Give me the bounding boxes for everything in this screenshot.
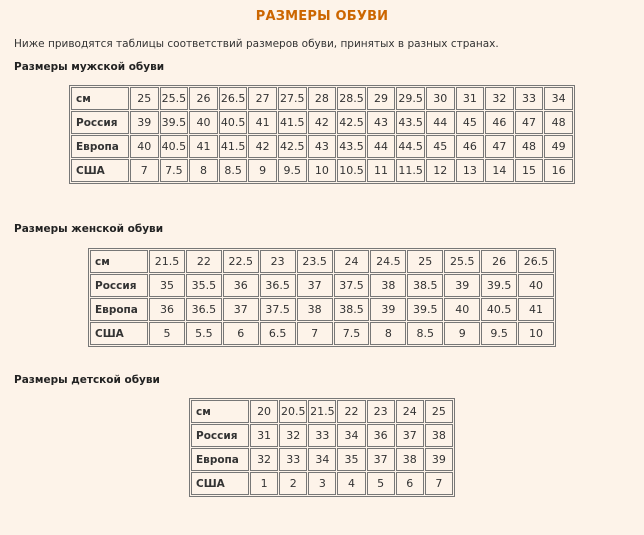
size-cell: 7 <box>425 472 453 495</box>
size-cell: 9.5 <box>278 159 307 182</box>
size-cell: 38 <box>425 424 453 447</box>
row-label: США <box>191 472 249 495</box>
size-cell: 13 <box>456 159 485 182</box>
size-cell: 30 <box>426 87 455 110</box>
intro-text: Ниже приводятся таблицы соответствий размеров обуви, принятых в разных странах. <box>14 38 499 50</box>
size-cell: 9.5 <box>481 322 517 345</box>
size-cell: 40 <box>130 135 159 158</box>
table-row <box>191 472 453 495</box>
size-cell: 10 <box>518 322 554 345</box>
table-row <box>191 424 453 447</box>
size-cell: 5 <box>367 472 395 495</box>
size-cell: 22.5 <box>223 250 259 273</box>
size-cell: 40.5 <box>219 111 248 134</box>
size-cell: 46 <box>485 111 514 134</box>
size-cell: 32 <box>485 87 514 110</box>
size-cell: 5 <box>149 322 185 345</box>
size-cell: 36.5 <box>260 274 296 297</box>
women-sizes-table <box>88 248 556 347</box>
size-cell: 39 <box>130 111 159 134</box>
size-cell: 10.5 <box>337 159 366 182</box>
size-cell: 40.5 <box>160 135 189 158</box>
size-cell: 25 <box>425 400 453 423</box>
size-cell: 35.5 <box>186 274 222 297</box>
size-cell: 8 <box>370 322 406 345</box>
size-cell: 4 <box>337 472 365 495</box>
size-cell: 45 <box>426 135 455 158</box>
row-label: США <box>90 322 148 345</box>
size-cell: 41.5 <box>219 135 248 158</box>
size-cell: 22 <box>337 400 365 423</box>
size-cell: 34 <box>337 424 365 447</box>
size-cell: 37 <box>396 424 424 447</box>
women-sizes-heading: Размеры женской обуви <box>14 223 164 235</box>
size-cell: 27.5 <box>278 87 307 110</box>
row-label: Европа <box>71 135 129 158</box>
size-cell: 41.5 <box>278 111 307 134</box>
size-cell: 44 <box>426 111 455 134</box>
table-row <box>191 400 453 423</box>
size-cell: 33 <box>515 87 544 110</box>
size-cell: 12 <box>426 159 455 182</box>
table-row <box>71 87 573 110</box>
size-cell: 40 <box>518 274 554 297</box>
size-cell: 42 <box>248 135 277 158</box>
size-cell: 29.5 <box>396 87 425 110</box>
size-cell: 39.5 <box>481 274 517 297</box>
size-cell: 41 <box>189 135 218 158</box>
size-cell: 23 <box>367 400 395 423</box>
size-cell: 11 <box>367 159 396 182</box>
size-cell: 38 <box>370 274 406 297</box>
size-cell: 45 <box>456 111 485 134</box>
size-cell: 40 <box>189 111 218 134</box>
size-cell: 41 <box>518 298 554 321</box>
table-row <box>71 159 573 182</box>
size-cell: 21.5 <box>308 400 336 423</box>
size-cell: 40 <box>444 298 480 321</box>
size-cell: 25 <box>130 87 159 110</box>
row-label: Россия <box>71 111 129 134</box>
size-cell: 11.5 <box>396 159 425 182</box>
size-cell: 33 <box>279 448 307 471</box>
size-cell: 47 <box>485 135 514 158</box>
size-cell: 42.5 <box>337 111 366 134</box>
size-cell: 38.5 <box>407 274 443 297</box>
size-cell: 37 <box>223 298 259 321</box>
size-cell: 26 <box>481 250 517 273</box>
size-cell: 32 <box>279 424 307 447</box>
size-cell: 7.5 <box>334 322 370 345</box>
size-cell: 9 <box>248 159 277 182</box>
size-cell: 7 <box>297 322 333 345</box>
row-label: США <box>71 159 129 182</box>
size-cell: 46 <box>456 135 485 158</box>
size-cell: 10 <box>308 159 337 182</box>
row-label: Европа <box>90 298 148 321</box>
size-cell: 22 <box>186 250 222 273</box>
table-row <box>191 448 453 471</box>
size-cell: 39 <box>370 298 406 321</box>
row-label: Россия <box>90 274 148 297</box>
row-label: Европа <box>191 448 249 471</box>
size-cell: 8.5 <box>407 322 443 345</box>
size-cell: 34 <box>308 448 336 471</box>
size-cell: 31 <box>250 424 278 447</box>
size-cell: 3 <box>308 472 336 495</box>
size-cell: 24 <box>396 400 424 423</box>
size-cell: 43.5 <box>396 111 425 134</box>
table-row <box>90 274 554 297</box>
size-cell: 37 <box>297 274 333 297</box>
size-cell: 5.5 <box>186 322 222 345</box>
size-cell: 16 <box>544 159 573 182</box>
size-cell: 49 <box>544 135 573 158</box>
size-cell: 7.5 <box>160 159 189 182</box>
size-cell: 27 <box>248 87 277 110</box>
size-cell: 39.5 <box>407 298 443 321</box>
size-cell: 38 <box>297 298 333 321</box>
size-cell: 24 <box>334 250 370 273</box>
size-cell: 29 <box>367 87 396 110</box>
size-cell: 43.5 <box>337 135 366 158</box>
size-cell: 43 <box>367 111 396 134</box>
size-cell: 20.5 <box>279 400 307 423</box>
size-cell: 20 <box>250 400 278 423</box>
table-row <box>71 111 573 134</box>
size-cell: 26.5 <box>518 250 554 273</box>
size-cell: 48 <box>544 111 573 134</box>
size-cell: 6.5 <box>260 322 296 345</box>
size-cell: 24.5 <box>370 250 406 273</box>
size-cell: 25.5 <box>160 87 189 110</box>
size-cell: 39.5 <box>160 111 189 134</box>
size-cell: 36 <box>367 424 395 447</box>
size-cell: 40.5 <box>481 298 517 321</box>
size-cell: 47 <box>515 111 544 134</box>
size-cell: 26.5 <box>219 87 248 110</box>
size-cell: 35 <box>149 274 185 297</box>
table-row <box>90 322 554 345</box>
size-cell: 41 <box>248 111 277 134</box>
size-cell: 37.5 <box>260 298 296 321</box>
table-row <box>90 298 554 321</box>
size-cell: 14 <box>485 159 514 182</box>
size-cell: 7 <box>130 159 159 182</box>
table-row <box>90 250 554 273</box>
size-cell: 44 <box>367 135 396 158</box>
size-cell: 6 <box>223 322 259 345</box>
size-cell: 33 <box>308 424 336 447</box>
size-cell: 34 <box>544 87 573 110</box>
size-cell: 26 <box>189 87 218 110</box>
size-cell: 43 <box>308 135 337 158</box>
size-cell: 1 <box>250 472 278 495</box>
size-cell: 31 <box>456 87 485 110</box>
kids-sizes-table <box>189 398 455 497</box>
size-cell: 42.5 <box>278 135 307 158</box>
size-cell: 48 <box>515 135 544 158</box>
page-title: РАЗМЕРЫ ОБУВИ <box>255 9 389 24</box>
size-cell: 6 <box>396 472 424 495</box>
size-cell: 8.5 <box>219 159 248 182</box>
size-cell: 21.5 <box>149 250 185 273</box>
size-cell: 8 <box>189 159 218 182</box>
table-row <box>71 135 573 158</box>
size-cell: 2 <box>279 472 307 495</box>
size-cell: 23 <box>260 250 296 273</box>
size-cell: 28 <box>308 87 337 110</box>
row-label: см <box>90 250 148 273</box>
size-cell: 25 <box>407 250 443 273</box>
size-cell: 39 <box>425 448 453 471</box>
size-cell: 23.5 <box>297 250 333 273</box>
size-cell: 38.5 <box>334 298 370 321</box>
size-cell: 32 <box>250 448 278 471</box>
row-label: см <box>191 400 249 423</box>
kids-sizes-heading: Размеры детской обуви <box>14 374 160 386</box>
size-cell: 37.5 <box>334 274 370 297</box>
size-cell: 36.5 <box>186 298 222 321</box>
size-cell: 42 <box>308 111 337 134</box>
size-cell: 37 <box>367 448 395 471</box>
size-cell: 36 <box>149 298 185 321</box>
size-cell: 15 <box>515 159 544 182</box>
size-cell: 36 <box>223 274 259 297</box>
size-cell: 35 <box>337 448 365 471</box>
size-cell: 39 <box>444 274 480 297</box>
size-cell: 25.5 <box>444 250 480 273</box>
row-label: Россия <box>191 424 249 447</box>
row-label: см <box>71 87 129 110</box>
size-cell: 9 <box>444 322 480 345</box>
size-cell: 28.5 <box>337 87 366 110</box>
men-sizes-table <box>69 85 575 184</box>
size-cell: 38 <box>396 448 424 471</box>
size-cell: 44.5 <box>396 135 425 158</box>
men-sizes-heading: Размеры мужской обуви <box>14 61 165 73</box>
